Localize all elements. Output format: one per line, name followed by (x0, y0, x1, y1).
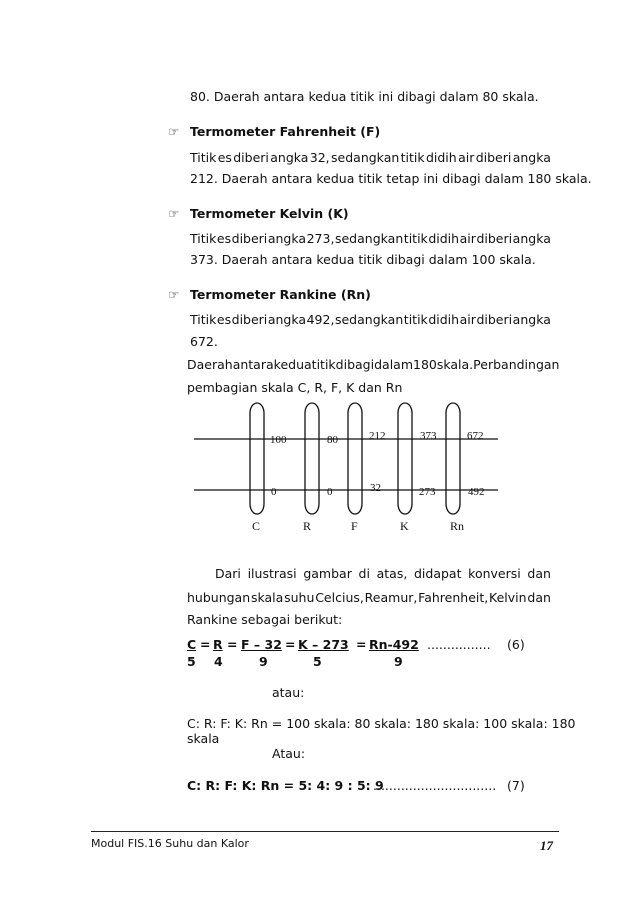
eq6-equals: = (285, 637, 296, 652)
eq6-leader-dots: ................ (427, 637, 491, 652)
value-k-top: 373 (420, 430, 437, 442)
thermometer-tube-rn (446, 403, 460, 514)
heading-rankine: Termometer Rankine (Rn) (190, 287, 371, 302)
footer-module: Modul FIS.16 Suhu dan Kalor (91, 837, 249, 850)
scale-label-rn: Rn (450, 519, 465, 533)
value-c-bottom: 0 (271, 486, 277, 498)
scale-label-c: C (252, 519, 261, 533)
bullet-hand-icon: ☞ (168, 124, 180, 139)
rankine-line-4: pembagian skala C, R, F, K dan Rn (187, 380, 403, 395)
ratio-line-2: skala (187, 731, 220, 746)
scale-label-f: F (351, 519, 358, 533)
heading-fahrenheit: Termometer Fahrenheit (F) (190, 124, 381, 139)
value-f-bottom: 32 (370, 482, 381, 494)
value-rn-bottom: 492 (468, 486, 485, 498)
eq6-equals: = (356, 637, 367, 652)
thermometer-tube-c (250, 403, 264, 514)
thermometer-tube-f (348, 403, 362, 514)
rankine-line-1: Titik es diberi angka 492, sedangkan titik didih air diberi angka (190, 312, 551, 327)
fahrenheit-line-2: 212. Daerah antara kedua titik tetap ini dibagi dalam 180 skala. (190, 171, 592, 186)
eq7-leader-dots: ............................... (373, 778, 497, 793)
value-k-bottom: 273 (419, 486, 436, 498)
eq6-num-rn: Rn-492 (369, 637, 419, 652)
value-r-top: 80 (327, 434, 338, 446)
conversion-line-3: Rankine sebagai berikut: (187, 612, 343, 627)
value-c-top: 100 (270, 434, 287, 446)
value-rn-top: 672 (467, 430, 484, 442)
thermometer-tube-k (398, 403, 412, 514)
fahrenheit-line-1: Titik es diberi angka 32, sedangkan titik didih air diberi angka (190, 150, 551, 165)
value-r-bottom: 0 (327, 486, 333, 498)
eq7-number: (7) (507, 778, 525, 793)
rankine-line-2: 672. (190, 334, 218, 349)
eq6-num-c: C (187, 637, 197, 652)
eq6-den-r: 4 (214, 654, 223, 669)
eq6-den-k: 5 (313, 654, 322, 669)
eq6-num-f: F – 32 (241, 637, 282, 652)
thermometer-tube-r (305, 403, 319, 514)
eq6-equals: = (227, 637, 238, 652)
kelvin-line-1: Titik es diberi angka 273, sedangkan titik didih air diberi angka (190, 231, 551, 246)
footer-divider (91, 831, 559, 832)
eq6-number: (6) (507, 637, 525, 652)
conversion-line-2: hubungan skala suhu Celcius, Reamur, Fahrenheit, Kelvin dan (187, 590, 551, 605)
kelvin-line-2: 373. Daerah antara kedua titik dibagi dalam 100 skala. (190, 252, 536, 267)
page-number: 17 (540, 838, 553, 853)
eq6-den-c: 5 (187, 654, 196, 669)
heading-kelvin: Termometer Kelvin (K) (190, 206, 349, 221)
scale-label-r: R (303, 519, 312, 533)
eq6-den-f: 9 (259, 654, 268, 669)
ratio-line-1: C: R: F: K: Rn = 100 skala: 80 skala: 180 skala: 100 skala: 180 (187, 716, 576, 731)
eq6-num-r: R (213, 637, 223, 652)
text-line: 80. Daerah antara kedua titik ini dibagi dalam 80 skala. (190, 89, 539, 104)
bullet-hand-icon: ☞ (168, 206, 180, 221)
bullet-hand-icon: ☞ (168, 287, 180, 302)
eq6-num-k: K – 273 (298, 637, 349, 652)
scale-label-k: K (400, 519, 409, 533)
eq6-den-rn: 9 (394, 654, 403, 669)
equation-7: C: R: F: K: Rn = 5: 4: 9 : 5: 9 (187, 778, 384, 793)
value-f-top: 212 (369, 430, 386, 442)
rankine-line-3: Daerah antara kedua titik dibagi dalam 180 skala. Perbandingan (187, 357, 560, 372)
conversion-line-1: Dari ilustrasi gambar di atas, didapat konversi dan (215, 566, 551, 581)
atau-label-2: Atau: (272, 746, 306, 761)
eq6-equals: = (200, 637, 211, 652)
atau-label: atau: (272, 685, 305, 700)
